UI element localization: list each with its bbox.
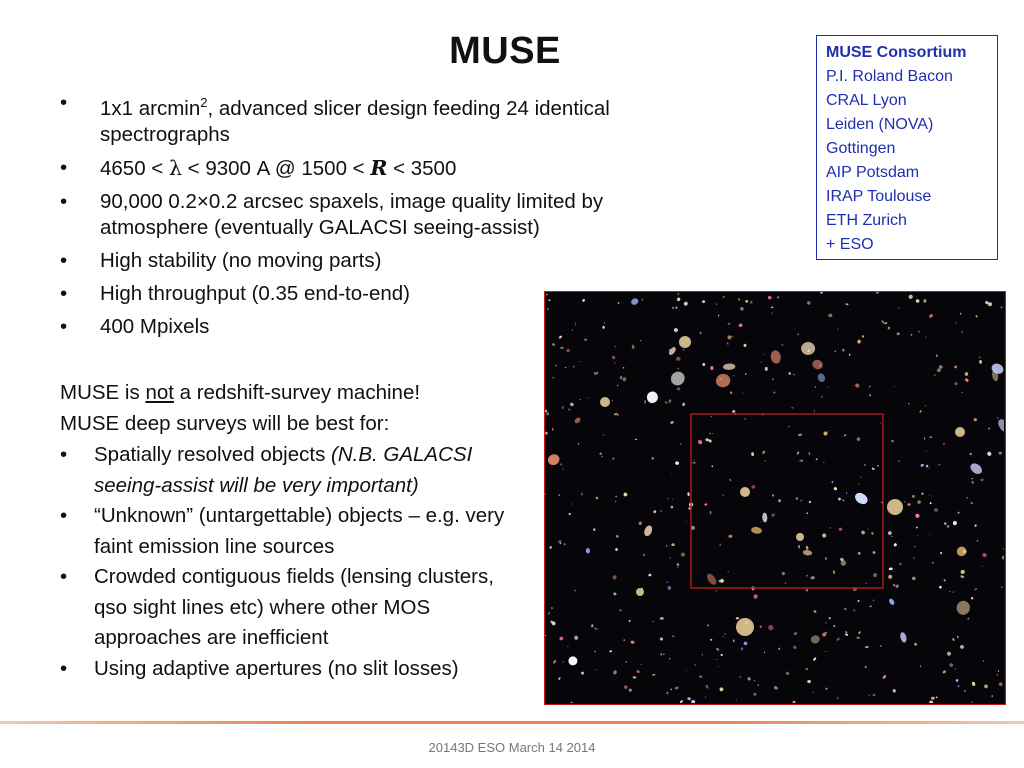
galaxy-mark: [728, 535, 732, 538]
list-item: • 400 Mpixels: [60, 314, 650, 340]
deep-field-image: [544, 291, 1006, 705]
consortium-item: P.I. Roland Bacon: [826, 68, 953, 85]
consortium-item: + ESO: [826, 236, 874, 253]
consortium-box: [816, 35, 998, 260]
resolution-symbol: R: [370, 155, 388, 180]
bright-galaxy-mark: [887, 499, 903, 515]
galaxy-mark: [772, 313, 773, 314]
bright-galaxy-mark: [796, 533, 804, 541]
consortium-item: IRAP Toulouse: [826, 188, 932, 205]
consortium-item: Leiden (NOVA): [826, 116, 934, 133]
consortium-item: ETH Zurich: [826, 212, 907, 229]
summary-paragraph: MUSE is not a redshift-survey machine! MUSE deep surveys will be best for:: [60, 381, 421, 435]
consortium-item: CRAL Lyon: [826, 92, 907, 109]
bright-galaxy-mark: [679, 336, 691, 348]
galaxy-mark: [825, 651, 826, 652]
list-item: • High stability (no moving parts): [60, 248, 650, 274]
galaxy-mark: [857, 637, 860, 639]
list-item: • High throughput (0.35 end-to-end): [60, 281, 650, 307]
bright-galaxy-mark: [736, 618, 754, 636]
bright-galaxy-mark: [740, 487, 750, 497]
list-item: • Using adaptive apertures (no slit losses): [60, 654, 530, 685]
list-item: • 90,000 0.2×0.2 arcsec spaxels, image quality limited by atmosphere (eventually GALACSI seeing-assist): [60, 189, 650, 241]
bright-galaxy-mark: [636, 588, 644, 596]
slide-title: MUSE: [449, 30, 561, 72]
lambda-symbol: λ: [168, 155, 182, 180]
consortium-heading: MUSE Consortium: [826, 44, 967, 61]
list-item: • 4650 < λ < 9300 A @ 1500 < R < 3500: [60, 155, 650, 182]
use-case-list: [60, 440, 530, 684]
list-item: • Crowded contiguous fields (lensing clusters, qso sight lines etc) where other MOS approaches are inefficient: [60, 562, 530, 654]
list-item: • 1x1 arcmin$^2$, advanced slicer design feeding 24 identical spectrographs: [60, 90, 650, 148]
galaxy-field: [545, 292, 1004, 703]
footer-text: 20143D ESO March 14 2014: [428, 740, 596, 755]
footer-divider: [0, 721, 1024, 724]
bright-galaxy-mark: [955, 427, 965, 437]
consortium-item: Gottingen: [826, 140, 896, 157]
consortium-item: AIP Potsdam: [826, 164, 920, 181]
list-item: • Spatially resolved objects (N.B. GALACSI seeing-assist will be very important): [60, 440, 530, 501]
list-item: • “Unknown” (untargettable) objects – e.g. very faint emission line sources: [60, 501, 530, 562]
bright-galaxy-mark: [600, 397, 610, 407]
